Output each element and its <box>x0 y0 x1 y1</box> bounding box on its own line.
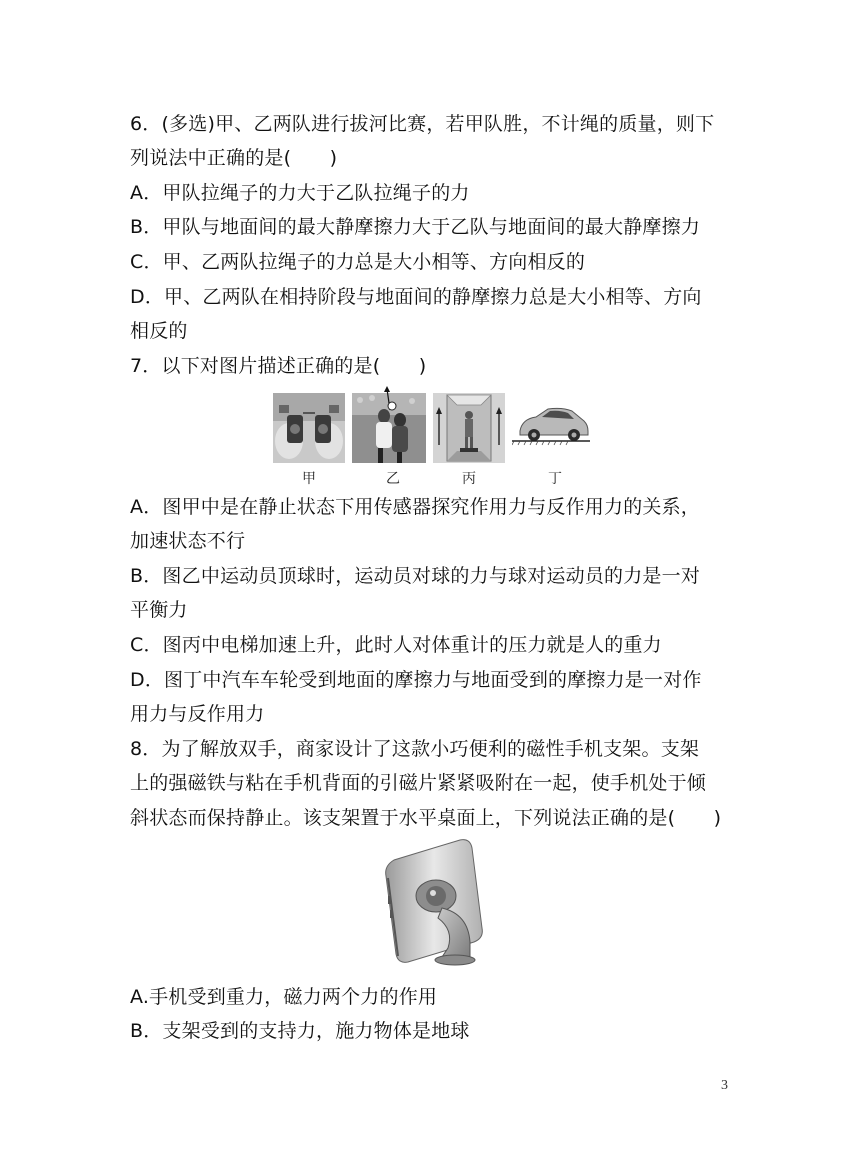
sensor-hands-illustration <box>273 393 345 463</box>
q6-option-c: C．甲、乙两队拉绳子的力总是大小相等、方向相反的 <box>130 251 586 273</box>
figure-caption-ding: 丁 <box>548 471 562 487</box>
q7-option-d-line1: D．图丁中汽车车轮受到地面的摩擦力与地面受到的摩擦力是一对作 <box>130 669 702 691</box>
q6-option-a: A．甲队拉绳子的力大于乙队拉绳子的力 <box>130 182 470 204</box>
q6-option-b: B．甲队与地面间的最大静摩擦力大于乙队与地面间的最大静摩擦力 <box>130 216 701 238</box>
soccer-players-illustration <box>352 386 426 463</box>
q8-stem-line3: 斜状态而保持静止。该支架置于水平桌面上，下列说法正确的是( ) <box>130 807 722 829</box>
car-on-ground-illustration <box>512 405 590 447</box>
q7-option-a-line2: 加速状态不行 <box>130 530 246 552</box>
q8-stem-line1: 8．为了解放双手，商家设计了这款小巧便利的磁性手机支架。支架 <box>130 738 700 760</box>
phone-holder-illustration <box>378 838 488 968</box>
q7-stem: 7．以下对图片描述正确的是( ) <box>130 355 427 377</box>
elevator-scale-illustration <box>433 393 505 463</box>
q8-option-a: A.手机受到重力，磁力两个力的作用 <box>130 986 438 1008</box>
q7-option-d-line2: 用力与反作用力 <box>130 703 265 725</box>
q7-option-c: C．图丙中电梯加速上升，此时人对体重计的压力就是人的重力 <box>130 634 662 656</box>
q6-option-d-line1: D．甲、乙两队在相持阶段与地面间的静摩擦力总是大小相等、方向 <box>130 286 702 308</box>
figure-bing-elevator <box>433 393 505 463</box>
figure-jia-sensors <box>273 393 345 463</box>
figure-yi-heading-ball <box>352 386 426 463</box>
q7-option-b-line2: 平衡力 <box>130 599 188 621</box>
figure-magnetic-phone-holder <box>378 838 488 968</box>
q7-option-b-line1: B．图乙中运动员顶球时，运动员对球的力与球对运动员的力是一对 <box>130 565 701 587</box>
figure-caption-jia: 甲 <box>302 471 316 487</box>
figure-ding-car <box>512 405 590 447</box>
figure-caption-bing: 丙 <box>462 471 476 487</box>
q6-option-d-line2: 相反的 <box>130 320 188 342</box>
q8-option-b: B．支架受到的支持力，施力物体是地球 <box>130 1020 470 1042</box>
q6-stem-line2: 列说法中正确的是( ) <box>130 147 338 169</box>
figure-caption-yi: 乙 <box>386 471 400 487</box>
q7-option-a-line1: A．图甲中是在静止状态下用传感器探究作用力与反作用力的关系， <box>130 496 700 518</box>
page-number: 3 <box>721 1078 728 1093</box>
q6-stem-line1: 6．(多选)甲、乙两队进行拔河比赛，若甲队胜，不计绳的质量，则下 <box>130 113 715 135</box>
q8-stem-line2: 上的强磁铁与粘在手机背面的引磁片紧紧吸附在一起，使手机处于倾 <box>130 772 707 794</box>
